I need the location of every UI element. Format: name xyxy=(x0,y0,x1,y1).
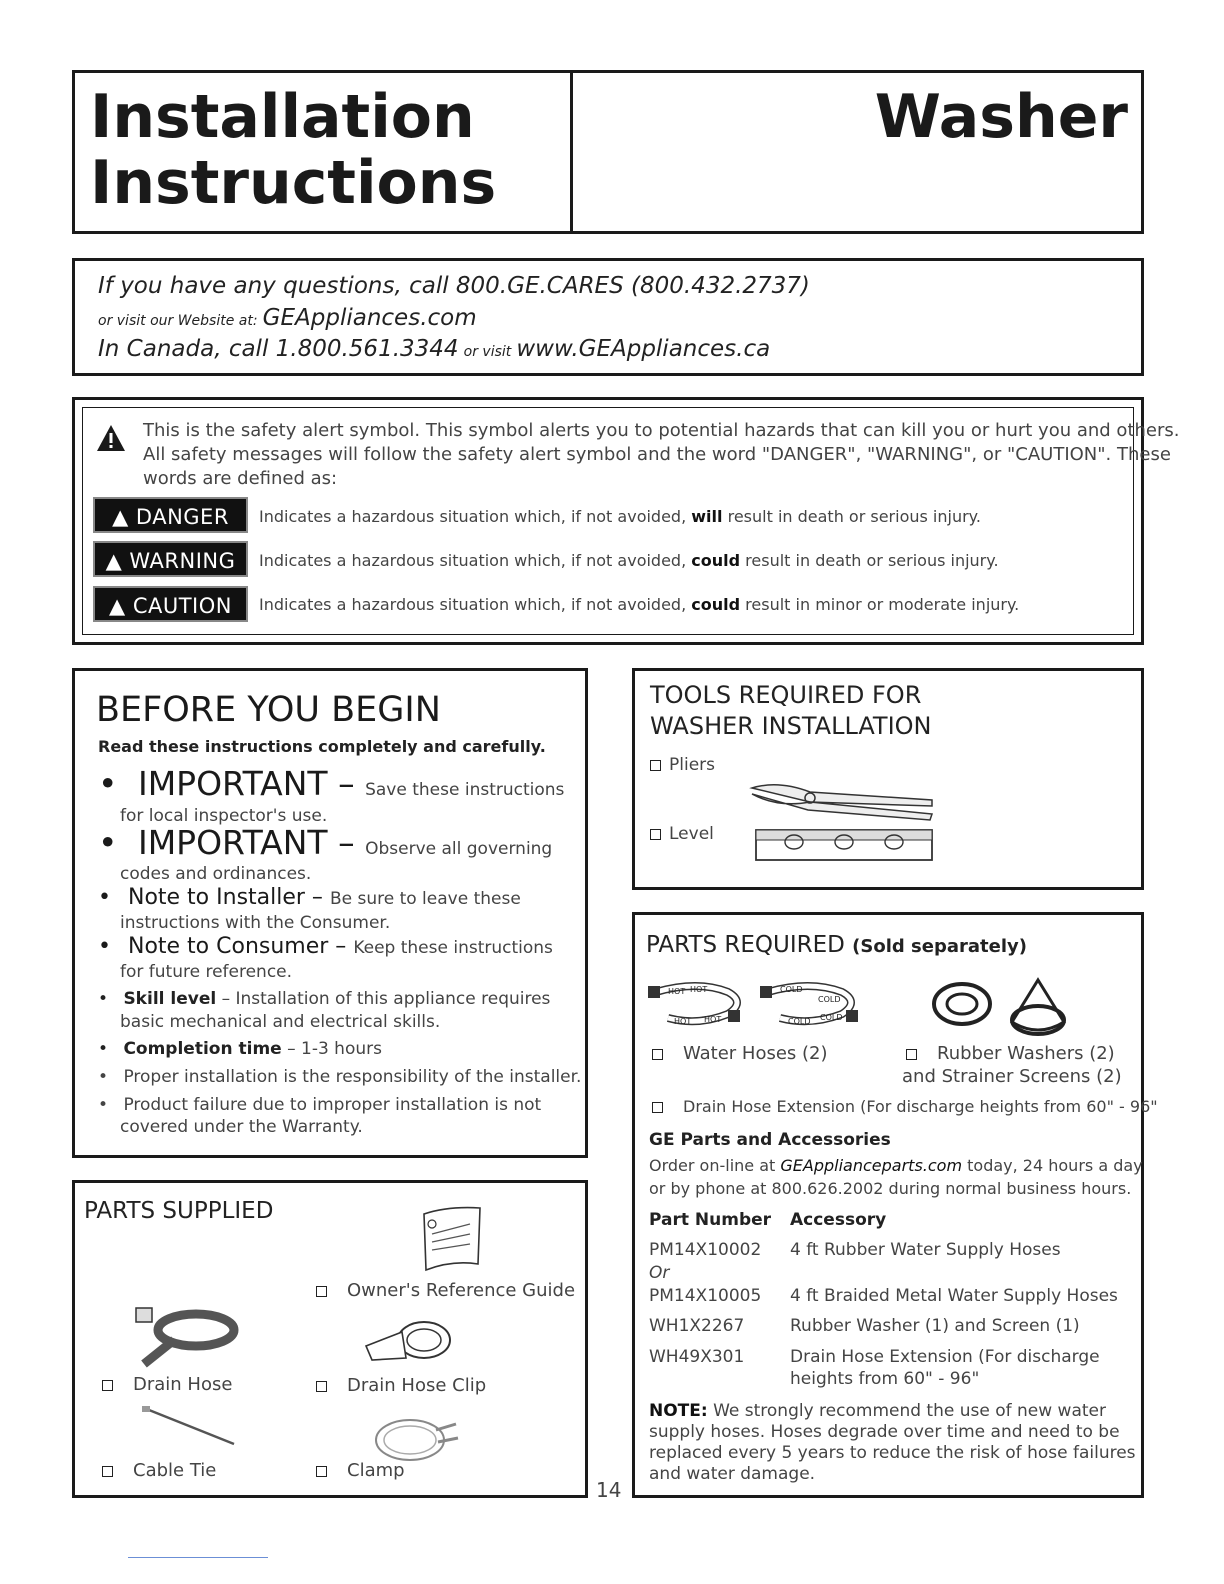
warning-post: result in death or serious injury. xyxy=(745,551,999,570)
drain-hose-item xyxy=(102,1374,232,1395)
owners-guide-icon xyxy=(418,1206,488,1272)
drain-hose-label: Drain Hose xyxy=(133,1374,233,1395)
contact-line1: If you have any questions, call 800.GE.CARES (800.432.2737) xyxy=(98,273,810,299)
drain-hose-icon xyxy=(130,1300,240,1370)
table-row-1-acc: 4 ft Rubber Water Supply Hoses xyxy=(790,1240,1061,1260)
clamp-checkbox[interactable] xyxy=(316,1466,327,1477)
drain-ext-checkbox[interactable] xyxy=(652,1102,663,1113)
contact-line3-small: or visit xyxy=(463,344,512,360)
safety-intro-3: words are defined as: xyxy=(143,468,338,489)
drain-hose-clip-label: Drain Hose Clip xyxy=(347,1375,487,1396)
rubber-washers-item xyxy=(906,1043,1115,1064)
before-item-2-cont: codes and ordinances. xyxy=(120,864,312,884)
level-checkbox[interactable] xyxy=(650,829,661,840)
before-item-2 xyxy=(98,823,552,862)
caution-label: CAUTION xyxy=(132,594,232,618)
item-5-text: – Installation of this appliance requires xyxy=(221,989,551,1009)
cable-tie-checkbox[interactable] xyxy=(102,1466,113,1477)
col-accessory: Accessory xyxy=(790,1210,887,1230)
note-line-3: replaced every 5 years to reduce the risk of hose failures xyxy=(649,1443,1136,1463)
item-2-head: IMPORTANT – xyxy=(137,823,355,862)
before-item-1 xyxy=(98,764,564,803)
rubber-washers-checkbox[interactable] xyxy=(906,1049,917,1060)
order-line-1 xyxy=(649,1156,1143,1175)
item-4-text: Keep these instructions xyxy=(353,938,553,958)
caution-signal: ▲ CAUTION xyxy=(93,586,248,622)
water-hoses-checkbox[interactable] xyxy=(652,1049,663,1060)
rubber-washers-cont: and Strainer Screens (2) xyxy=(902,1066,1122,1087)
table-row-4-part: WH49X301 xyxy=(649,1347,745,1367)
water-hoses-item xyxy=(652,1043,828,1064)
note-bold: NOTE: xyxy=(649,1401,708,1421)
drain-hose-clip-checkbox[interactable] xyxy=(316,1381,327,1392)
cold-hose-icon xyxy=(760,980,868,1032)
cable-tie-icon xyxy=(140,1404,240,1450)
pliers-checkbox[interactable] xyxy=(650,760,661,771)
order-line-2: or by phone at 800.626.2002 during normal business hours. xyxy=(649,1179,1132,1198)
note-line-2: supply hoses. Hoses degrade over time and need to be xyxy=(649,1422,1120,1442)
contact-line2 xyxy=(98,305,477,331)
caution-post: result in minor or moderate injury. xyxy=(745,595,1020,614)
hot-label-4: HOT xyxy=(704,1015,722,1024)
col-part-number: Part Number xyxy=(649,1210,772,1230)
table-row-4-acc-cont: heights from 60" - 96" xyxy=(790,1369,980,1389)
caution-bold: could xyxy=(691,595,741,614)
item-4-head: Note to Consumer – xyxy=(127,934,347,959)
warning-bold: could xyxy=(691,551,741,570)
hot-label-2: HOT xyxy=(690,985,708,994)
title-line2: Instructions xyxy=(90,148,497,218)
danger-label: DANGER xyxy=(135,505,229,529)
before-item-3-cont: instructions with the Consumer. xyxy=(120,913,391,933)
owners-guide-checkbox[interactable] xyxy=(316,1286,327,1297)
order-pre: Order on-line at xyxy=(649,1156,776,1175)
danger-signal: ▲ DANGER xyxy=(93,497,248,533)
product-title: Washer xyxy=(874,82,1128,152)
cold-label-1: COLD xyxy=(780,985,803,994)
owners-guide-item xyxy=(316,1280,575,1301)
item-6-head: Completion time xyxy=(123,1039,282,1059)
before-item-3 xyxy=(98,885,521,910)
item-6-text: – 1-3 hours xyxy=(287,1039,382,1059)
before-item-5-cont: basic mechanical and electrical skills. xyxy=(120,1012,441,1032)
warning-pre: Indicates a hazardous situation which, if not avoided, xyxy=(259,551,687,570)
contact-line2-small: or visit our Website at: xyxy=(98,313,258,329)
level-item xyxy=(650,824,714,844)
water-hoses-label: Water Hoses (2) xyxy=(683,1043,828,1064)
page-number: 14 xyxy=(596,1478,622,1502)
item-1-head: IMPORTANT – xyxy=(137,764,355,803)
canada-phone: In Canada, call 1.800.561.3344 xyxy=(98,336,459,362)
before-subtitle: Read these instructions completely and carefully. xyxy=(98,737,546,756)
caution-pre: Indicates a hazardous situation which, if not avoided, xyxy=(259,595,687,614)
table-row-3-part: WH1X2267 xyxy=(649,1316,745,1336)
parts-required-heading: PARTS REQUIRED xyxy=(646,932,845,958)
header-divider xyxy=(570,72,573,232)
item-3-head: Note to Installer – xyxy=(127,885,323,910)
cable-tie-item xyxy=(102,1460,216,1481)
footer-rule xyxy=(128,1557,268,1558)
warning-signal: ▲ WARNING xyxy=(93,541,248,577)
table-row-2-part: PM14X10005 xyxy=(649,1286,762,1306)
drain-hose-clip-icon xyxy=(362,1314,458,1370)
warning-label: WARNING xyxy=(129,549,236,573)
table-row-4-acc: Drain Hose Extension (For discharge xyxy=(790,1347,1100,1367)
level-icon xyxy=(754,828,934,862)
safety-intro-1: This is the safety alert symbol. This symbol alerts you to potential hazards that can kill you or hurt you and others. xyxy=(143,420,1180,441)
danger-pre: Indicates a hazardous situation which, if not avoided, xyxy=(259,507,687,526)
contact-line3 xyxy=(98,336,770,362)
before-item-4-cont: for future reference. xyxy=(120,962,293,982)
table-row-1-part: PM14X10002 xyxy=(649,1240,762,1260)
safety-intro-2: All safety messages will follow the safety alert symbol and the word "DANGER", "WARNING", or "CAUTION". These xyxy=(143,444,1171,465)
item-1-text: Save these instructions xyxy=(365,780,565,800)
note-line-1 xyxy=(649,1401,1106,1421)
drain-hose-checkbox[interactable] xyxy=(102,1380,113,1391)
pliers-label: Pliers xyxy=(669,755,716,775)
caution-definition xyxy=(259,595,1019,614)
title-line1: Installation xyxy=(90,82,475,152)
canada-website[interactable]: www.GEAppliances.ca xyxy=(516,336,771,362)
before-item-4 xyxy=(98,934,553,959)
cold-label-2: COLD xyxy=(818,995,841,1004)
contact-website[interactable]: GEAppliances.com xyxy=(262,305,477,331)
hot-label-3: HOT xyxy=(674,1017,692,1026)
ge-parts-title: GE Parts and Accessories xyxy=(649,1130,891,1150)
rubber-washers-icon xyxy=(926,972,1072,1042)
pliers-item xyxy=(650,755,715,775)
table-row-or: Or xyxy=(649,1263,670,1283)
parts-required-title xyxy=(646,932,1027,958)
before-item-8 xyxy=(98,1095,541,1115)
danger-bold: will xyxy=(691,507,723,526)
before-item-5 xyxy=(98,989,550,1009)
clamp-label: Clamp xyxy=(347,1460,405,1481)
level-label: Level xyxy=(669,824,714,844)
order-post: today, 24 hours a day xyxy=(967,1156,1143,1175)
rubber-washers-label: Rubber Washers (2) xyxy=(937,1043,1115,1064)
hot-hose-icon xyxy=(648,980,750,1032)
danger-definition xyxy=(259,507,981,526)
cold-label-4: COLD xyxy=(820,1013,843,1022)
tools-title-1: TOOLS REQUIRED FOR xyxy=(650,681,922,709)
before-item-1-cont: for local inspector's use. xyxy=(120,806,328,826)
table-row-2-acc: 4 ft Braided Metal Water Supply Hoses xyxy=(790,1286,1118,1306)
danger-post: result in death or serious injury. xyxy=(727,507,981,526)
item-5-head: Skill level xyxy=(123,989,217,1009)
clamp-item xyxy=(316,1460,405,1481)
cold-label-3: COLD xyxy=(788,1017,811,1026)
before-item-8-cont: covered under the Warranty. xyxy=(120,1117,363,1137)
tools-title-2: WASHER INSTALLATION xyxy=(650,712,932,740)
before-item-7 xyxy=(98,1067,581,1087)
item-8-text: Product failure due to improper installation is not xyxy=(123,1095,542,1115)
order-website[interactable]: GEApplianceparts.com xyxy=(780,1156,963,1175)
item-3-text: Be sure to leave these xyxy=(329,889,521,909)
parts-required-subheading: (Sold separately) xyxy=(852,936,1027,957)
supplied-title: PARTS SUPPLIED xyxy=(84,1198,274,1224)
before-item-6 xyxy=(98,1039,382,1059)
owners-guide-label: Owner's Reference Guide xyxy=(347,1280,576,1301)
safety-alert-icon xyxy=(96,424,126,452)
before-title: BEFORE YOU BEGIN xyxy=(96,690,441,730)
drain-ext-item xyxy=(652,1097,1158,1116)
item-7-text: Proper installation is the responsibility of the installer. xyxy=(123,1067,582,1087)
note-line-4: and water damage. xyxy=(649,1464,816,1484)
warning-definition xyxy=(259,551,999,570)
drain-ext-label: Drain Hose Extension (For discharge heights from 60" - 96" xyxy=(683,1097,1158,1116)
table-row-3-acc: Rubber Washer (1) and Screen (1) xyxy=(790,1316,1080,1336)
item-2-text: Observe all governing xyxy=(365,839,553,859)
hot-label-1: HOT xyxy=(668,987,686,996)
cable-tie-label: Cable Tie xyxy=(133,1460,217,1481)
pliers-icon xyxy=(748,780,938,824)
note-text-1: We strongly recommend the use of new water xyxy=(713,1401,1106,1421)
drain-hose-clip-item xyxy=(316,1375,486,1396)
